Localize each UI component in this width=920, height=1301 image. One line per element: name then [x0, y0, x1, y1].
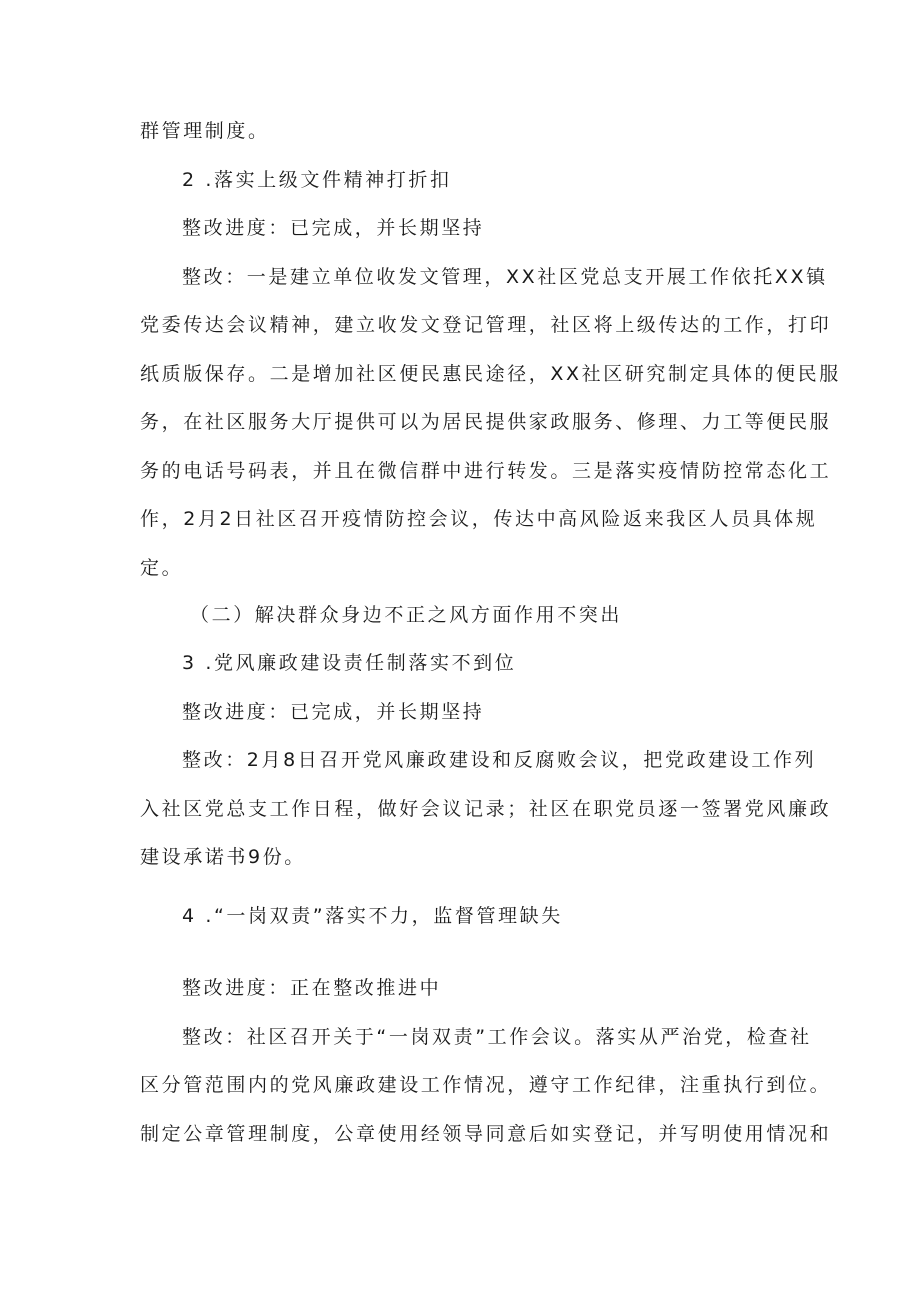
- text-line: 入社区党总支工作日程，做好会议记录；社区在职党员逐一签署党风廉政: [140, 798, 832, 820]
- text-line: 整改：2月8日召开党风廉政建设和反腐败会议，把党政建设工作列: [182, 749, 817, 771]
- text-line: 务，在社区服务大厅提供可以为居民提供家政服务、修理、力工等便民服: [140, 411, 832, 433]
- subsection-heading: （二）解决群众身边不正之风方面作用不突出: [190, 604, 623, 626]
- text-line: 群管理制度。: [140, 120, 270, 142]
- progress-status: 整改进度：正在整改推进中: [182, 977, 442, 999]
- text-line: 作，2月2日社区召开疫情防控会议，传达中高风险返来我区人员具体规: [140, 508, 818, 530]
- text-line: 党委传达会议精神，建立收发文登记管理，社区将上级传达的工作，打印: [140, 314, 832, 336]
- text-line: 整改：社区召开关于“一岗双责”工作会议。落实从严治党，检查社: [182, 1026, 812, 1048]
- text-line: 定。: [140, 557, 184, 579]
- text-line: 务的电话号码表，并且在微信群中进行转发。三是落实疫情防控常态化工: [140, 460, 832, 482]
- section-heading: 2 .落实上级文件精神打折扣: [182, 169, 452, 191]
- text-line: 整改：一是建立单位收发文管理，XX社区党总支开展工作依托XX镇: [182, 266, 828, 288]
- progress-status: 整改进度：已完成，并长期坚持: [182, 217, 485, 239]
- text-line: 制定公章管理制度，公章使用经领导同意后如实登记，并写明使用情况和: [140, 1123, 832, 1145]
- text-line: 区分管范围内的党风廉政建设工作情况，遵守工作纪律，注重执行到位。: [140, 1074, 832, 1096]
- text-line: 纸质版保存。二是增加社区便民惠民途径，XX社区研究制定具体的便民服: [140, 363, 841, 385]
- text-line: 建设承诺书9份。: [140, 846, 306, 868]
- section-heading: 4 .“一岗双责”落实不力，监督管理缺失: [182, 905, 563, 927]
- progress-status: 整改进度：已完成，并长期坚持: [182, 701, 485, 723]
- section-heading: 3 .党风廉政建设责任制落实不到位: [182, 652, 517, 674]
